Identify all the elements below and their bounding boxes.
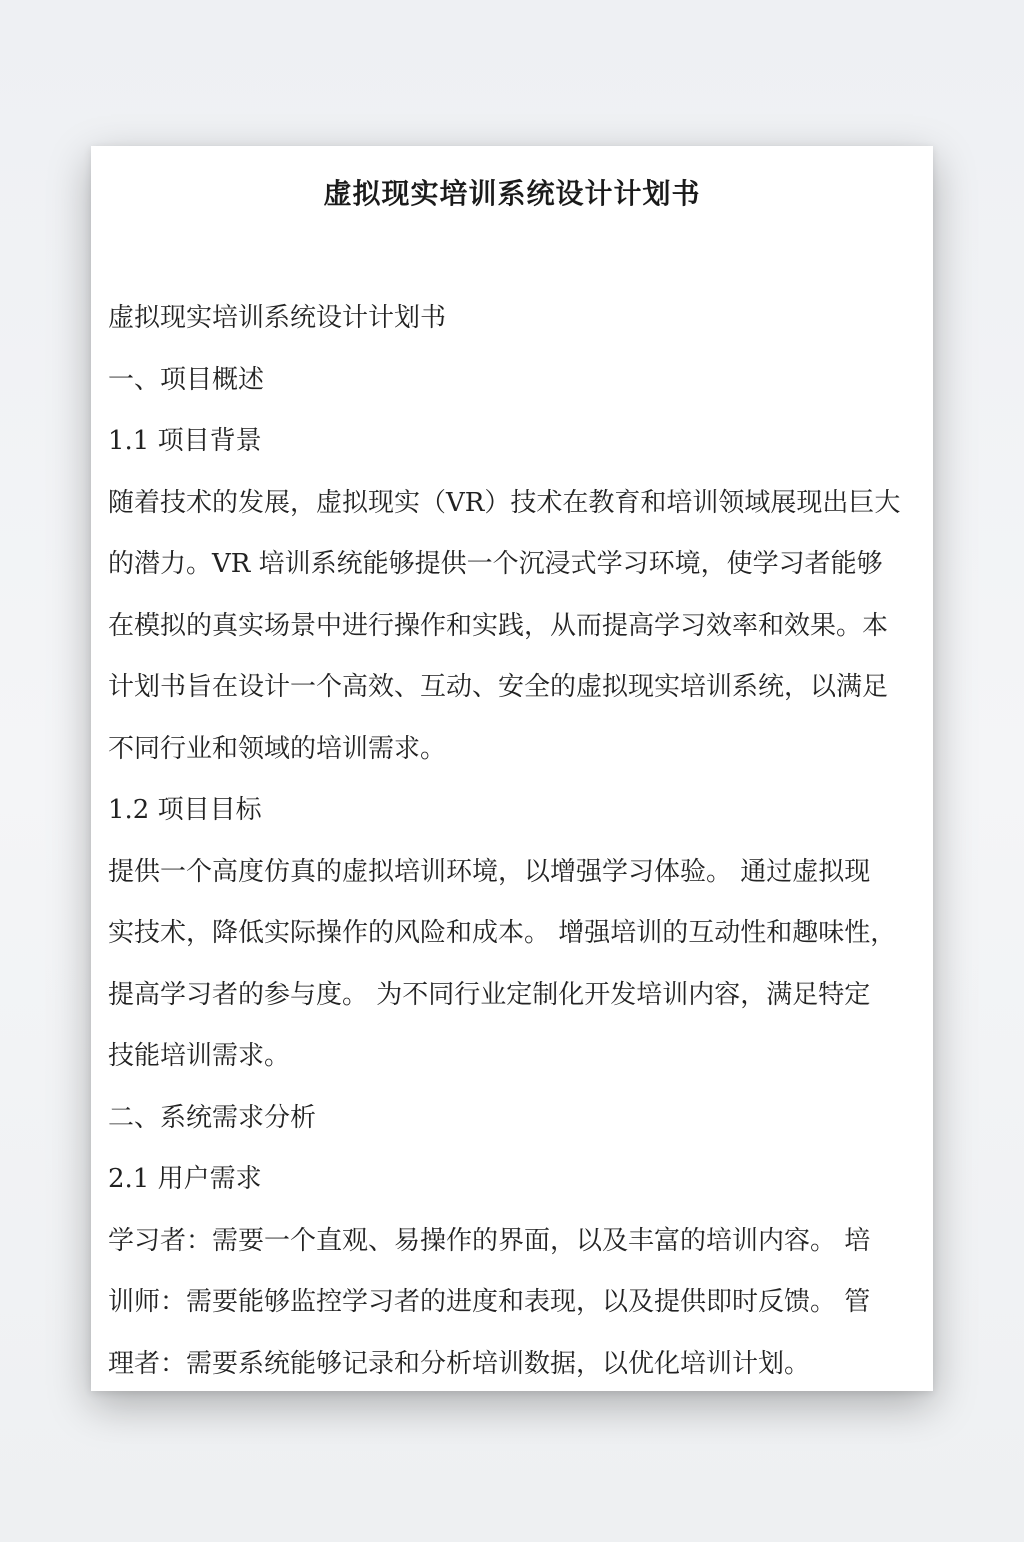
body-line: 计划书旨在设计一个高效、互动、安全的虚拟现实培训系统，以满足 <box>108 672 889 702</box>
body-line: 不同行业和领域的培训需求。 <box>108 733 447 764</box>
document-page <box>91 146 933 1391</box>
body-line: 提供一个高度仿真的虚拟培训环境，以增强学习体验。 通过虚拟现 <box>108 856 871 887</box>
subsection-heading: 2.1 用户需求 <box>108 1164 262 1194</box>
body-line: 实技术，降低实际操作的风险和成本。 增强培训的互动性和趣味性， <box>108 918 897 948</box>
body-line: 在模拟的真实场景中进行操作和实践，从而提高学习效率和效果。本 <box>108 610 889 641</box>
subsection-heading: 1.1 项目背景 <box>108 426 262 456</box>
subsection-heading: 1.2 项目目标 <box>108 795 262 825</box>
body-line: 随着技术的发展，虚拟现实（VR）技术在教育和培训领域展现出巨大 <box>108 487 901 518</box>
body-line: 训师：需要能够监控学习者的进度和表现，以及提供即时反馈。 管 <box>108 1287 871 1317</box>
body-line: 的潜力。VR 培训系统能够提供一个沉浸式学习环境，使学习者能够 <box>108 549 883 579</box>
body-line: 学习者：需要一个直观、易操作的界面，以及丰富的培训内容。 培 <box>108 1225 871 1256</box>
section-heading: 一、项目概述 <box>108 364 265 395</box>
section-heading: 二、系统需求分析 <box>108 1102 317 1133</box>
document-title: 虚拟现实培训系统设计计划书 <box>323 177 701 210</box>
body-line: 技能培训需求。 <box>108 1041 291 1071</box>
body-line: 虚拟现实培训系统设计计划书 <box>108 303 447 333</box>
body-line: 提高学习者的参与度。 为不同行业定制化开发培训内容，满足特定 <box>108 979 871 1010</box>
body-line: 理者：需要系统能够记录和分析培训数据，以优化培训计划。 <box>108 1348 811 1379</box>
document-body <box>108 296 918 1391</box>
